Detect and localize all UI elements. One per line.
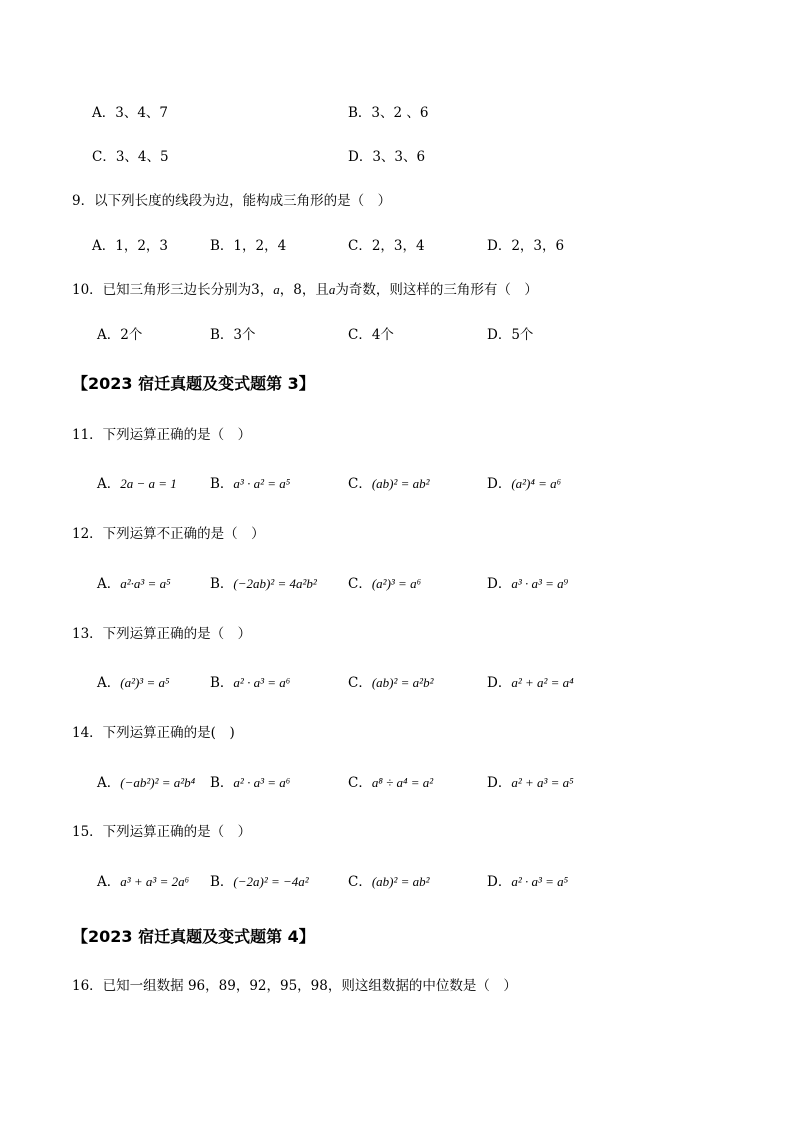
option-math: a² · a³ = a⁶ [233,775,291,790]
option-label: B． [210,775,234,791]
q15-option-c [348,873,430,891]
option-label: B． [210,675,234,691]
q11-option-a [97,475,177,493]
option-label: A． [92,238,116,254]
option-math: a³ + a³ = 2a⁶ [120,874,190,889]
option-text: 2，3，6 [511,238,565,254]
option-label: A． [97,327,121,343]
option-label: D． [487,874,512,890]
option-label: D． [487,775,512,791]
option-text: 3、2 、6 [371,105,429,121]
q8-option-d [348,148,425,166]
option-label: B． [210,238,234,254]
q10-option-c [348,326,394,344]
option-label: D． [348,149,373,165]
option-label: D． [487,576,512,592]
option-math: a² + a³ = a⁵ [511,775,574,790]
option-text: 3、4、7 [115,105,169,121]
option-math: a⁸ ÷ a⁴ = a² [371,775,434,790]
option-label: B． [210,874,234,890]
q10-option-a [97,326,142,344]
option-math: (−2a)² = −4a² [233,874,309,889]
option-label: A． [97,576,121,592]
stem-part: 10．已知三角形三边长分别为3， [72,282,274,298]
option-label: B． [348,105,372,121]
option-math: a³ · a² = a⁵ [233,476,291,491]
option-label: A． [97,476,121,492]
q10-option-d [487,326,533,344]
q13-option-b [210,674,290,692]
q8-option-b [348,104,428,122]
option-text: 3个 [233,327,256,343]
stem-part: ，8，且 [279,282,329,298]
option-math: (ab)² = a²b² [371,675,434,690]
q14-option-a [97,774,195,792]
q12-option-c [348,575,421,593]
q16-stem: 16．已知一组数据 96，89，92，95，98，则这组数据的中位数是（ ） [72,978,517,994]
q15-option-a [97,873,189,891]
option-math: (ab)² = ab² [371,874,430,889]
option-math: (a²)³ = a⁶ [371,576,422,591]
option-label: D． [487,327,512,343]
option-label: A． [97,874,121,890]
option-label: B． [210,476,234,492]
option-label: C． [348,327,372,343]
option-math: a² + a² = a⁴ [511,675,574,690]
q11-option-d [487,475,561,493]
q13-option-d [487,674,574,692]
q9-option-d [487,237,564,255]
q13-option-a [97,674,170,692]
option-text: 1，2，3 [115,238,169,254]
q15-stem: 15．下列运算正确的是（ ） [72,824,252,840]
option-label: C． [348,476,372,492]
option-label: C． [348,238,372,254]
stem-part: 为奇数，则这样的三角形有（ ） [335,282,538,298]
option-math: (−2ab)² = 4a²b² [233,576,317,591]
option-math: a² · a³ = a⁶ [233,675,291,690]
q10-stem [72,281,538,299]
q11-stem: 11．下列运算正确的是（ ） [72,427,252,443]
option-label: C． [92,149,116,165]
option-text: 2个 [120,327,143,343]
q9-option-b [210,237,286,255]
q12-stem: 12．下列运算不正确的是（ ） [72,526,265,542]
q13-stem: 13．下列运算正确的是（ ） [72,626,252,642]
q12-option-a [97,575,171,593]
option-text: 5个 [511,327,534,343]
q11-option-c [348,475,430,493]
q9-stem: 9．以下列长度的线段为边，能构成三角形的是（ ） [72,193,392,209]
q11-option-b [210,475,290,493]
q8-option-a [92,104,168,122]
option-text: 4个 [371,327,394,343]
q15-option-b [210,873,309,891]
option-math: (ab)² = ab² [371,476,430,491]
q9-option-c [348,237,425,255]
option-label: D． [487,238,512,254]
option-math: (a²)³ = a⁵ [120,675,170,690]
option-math: (−ab²)² = a²b⁴ [120,775,196,790]
q13-option-c [348,674,433,692]
q15-option-d [487,873,568,891]
q14-stem: 14．下列运算正确的是( ) [72,725,235,741]
q12-option-b [210,575,317,593]
option-label: A． [97,775,121,791]
section-heading-4: 【2023 宿迁真题及变式题第 4】 [72,927,315,946]
option-text: 1，2，4 [233,238,287,254]
option-label: C． [348,576,372,592]
option-text: 3、4、5 [115,149,169,165]
section-heading-3: 【2023 宿迁真题及变式题第 3】 [72,374,315,393]
option-math: a³ · a³ = a⁹ [511,576,569,591]
option-text: 3、3、6 [372,149,426,165]
option-label: D． [487,675,512,691]
math-variable: a [273,282,280,297]
option-text: 2，3，4 [371,238,425,254]
q10-option-b [210,326,256,344]
option-label: D． [487,476,512,492]
option-label: C． [348,874,372,890]
option-math: 2a − a = 1 [120,476,177,491]
option-label: C． [348,675,372,691]
q14-option-b [210,774,290,792]
q12-option-d [487,575,568,593]
q8-option-c [92,148,169,166]
option-math: a² · a³ = a⁵ [511,874,569,889]
option-label: B． [210,576,234,592]
math-variable: a [328,282,336,297]
q9-option-a [92,237,168,255]
option-label: C． [348,775,372,791]
q14-option-c [348,774,433,792]
q14-option-d [487,774,574,792]
option-math: a²·a³ = a⁵ [120,576,171,591]
option-label: B． [210,327,234,343]
option-label: A． [97,675,121,691]
option-label: A． [92,105,116,121]
option-math: (a²)⁴ = a⁶ [511,476,562,491]
